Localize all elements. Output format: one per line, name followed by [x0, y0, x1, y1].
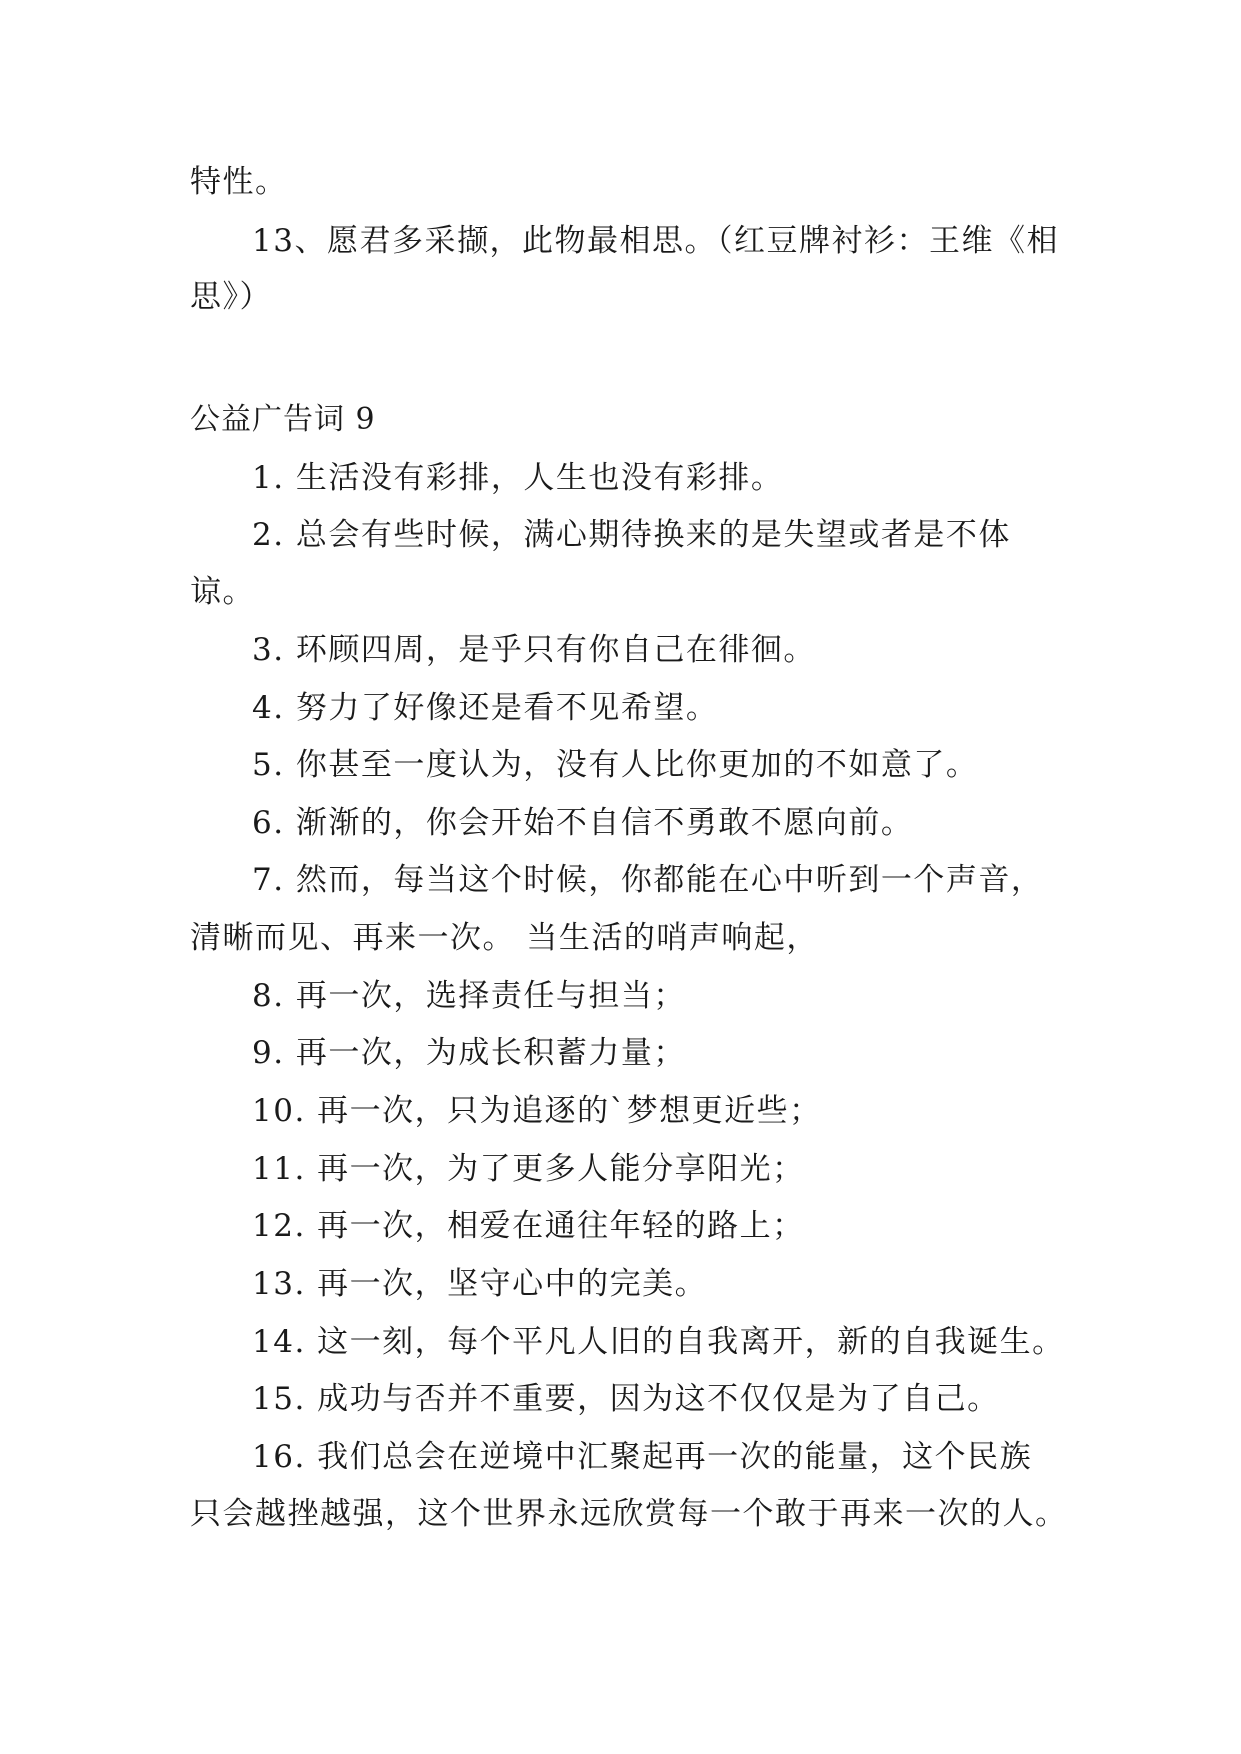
- section-title: 公益广告词 9: [190, 402, 376, 437]
- list-item: 1. 生活没有彩排，人生也没有彩排。: [252, 460, 784, 496]
- list-item: 13. 再一次，坚守心中的完美。: [252, 1266, 708, 1302]
- list-item: 6. 渐渐的，你会开始不自信不勇敢不愿向前。: [252, 805, 914, 841]
- list-item: 11. 再一次，为了更多人能分享阳光；: [252, 1151, 805, 1187]
- list-item-continuation: 清晰而见、再来一次。 当生活的哨声响起，: [190, 920, 819, 956]
- list-item: 12. 再一次，相爱在通往年轻的路上；: [252, 1208, 805, 1244]
- list-item: 15. 成功与否并不重要，因为这不仅仅是为了自己。: [252, 1381, 1000, 1417]
- text-line: 特性。: [190, 164, 288, 200]
- list-item: 8. 再一次，选择责任与担当；: [252, 978, 686, 1014]
- list-item-continuation: 只会越挫越强，这个世界永远欣赏每一个敢于再来一次的人。: [190, 1496, 1068, 1532]
- list-item: 7. 然而，每当这个时候，你都能在心中听到一个声音，: [252, 862, 1044, 898]
- text-line: 思》）: [190, 279, 272, 315]
- list-item: 3. 环顾四周，是乎只有你自己在徘徊。: [252, 632, 816, 668]
- list-item: 5. 你甚至一度认为，没有人比你更加的不如意了。: [252, 747, 979, 783]
- list-item: 14. 这一刻，每个平凡人旧的自我离开，新的自我诞生。: [252, 1324, 1065, 1360]
- list-item-continuation: 谅。: [190, 574, 255, 610]
- list-item: 9. 再一次，为成长积蓄力量；: [252, 1035, 686, 1071]
- list-item: 10. 再一次，只为追逐的`梦想更近些；: [252, 1093, 822, 1129]
- text-line: 13、愿君多采撷，此物最相思。（红豆牌衬衫：王维《相: [252, 223, 1059, 259]
- list-item: 2. 总会有些时候，满心期待换来的是失望或者是不体: [252, 517, 1011, 553]
- list-item: 16. 我们总会在逆境中汇聚起再一次的能量，这个民族: [252, 1439, 1033, 1475]
- list-item: 4. 努力了好像还是看不见希望。: [252, 690, 719, 726]
